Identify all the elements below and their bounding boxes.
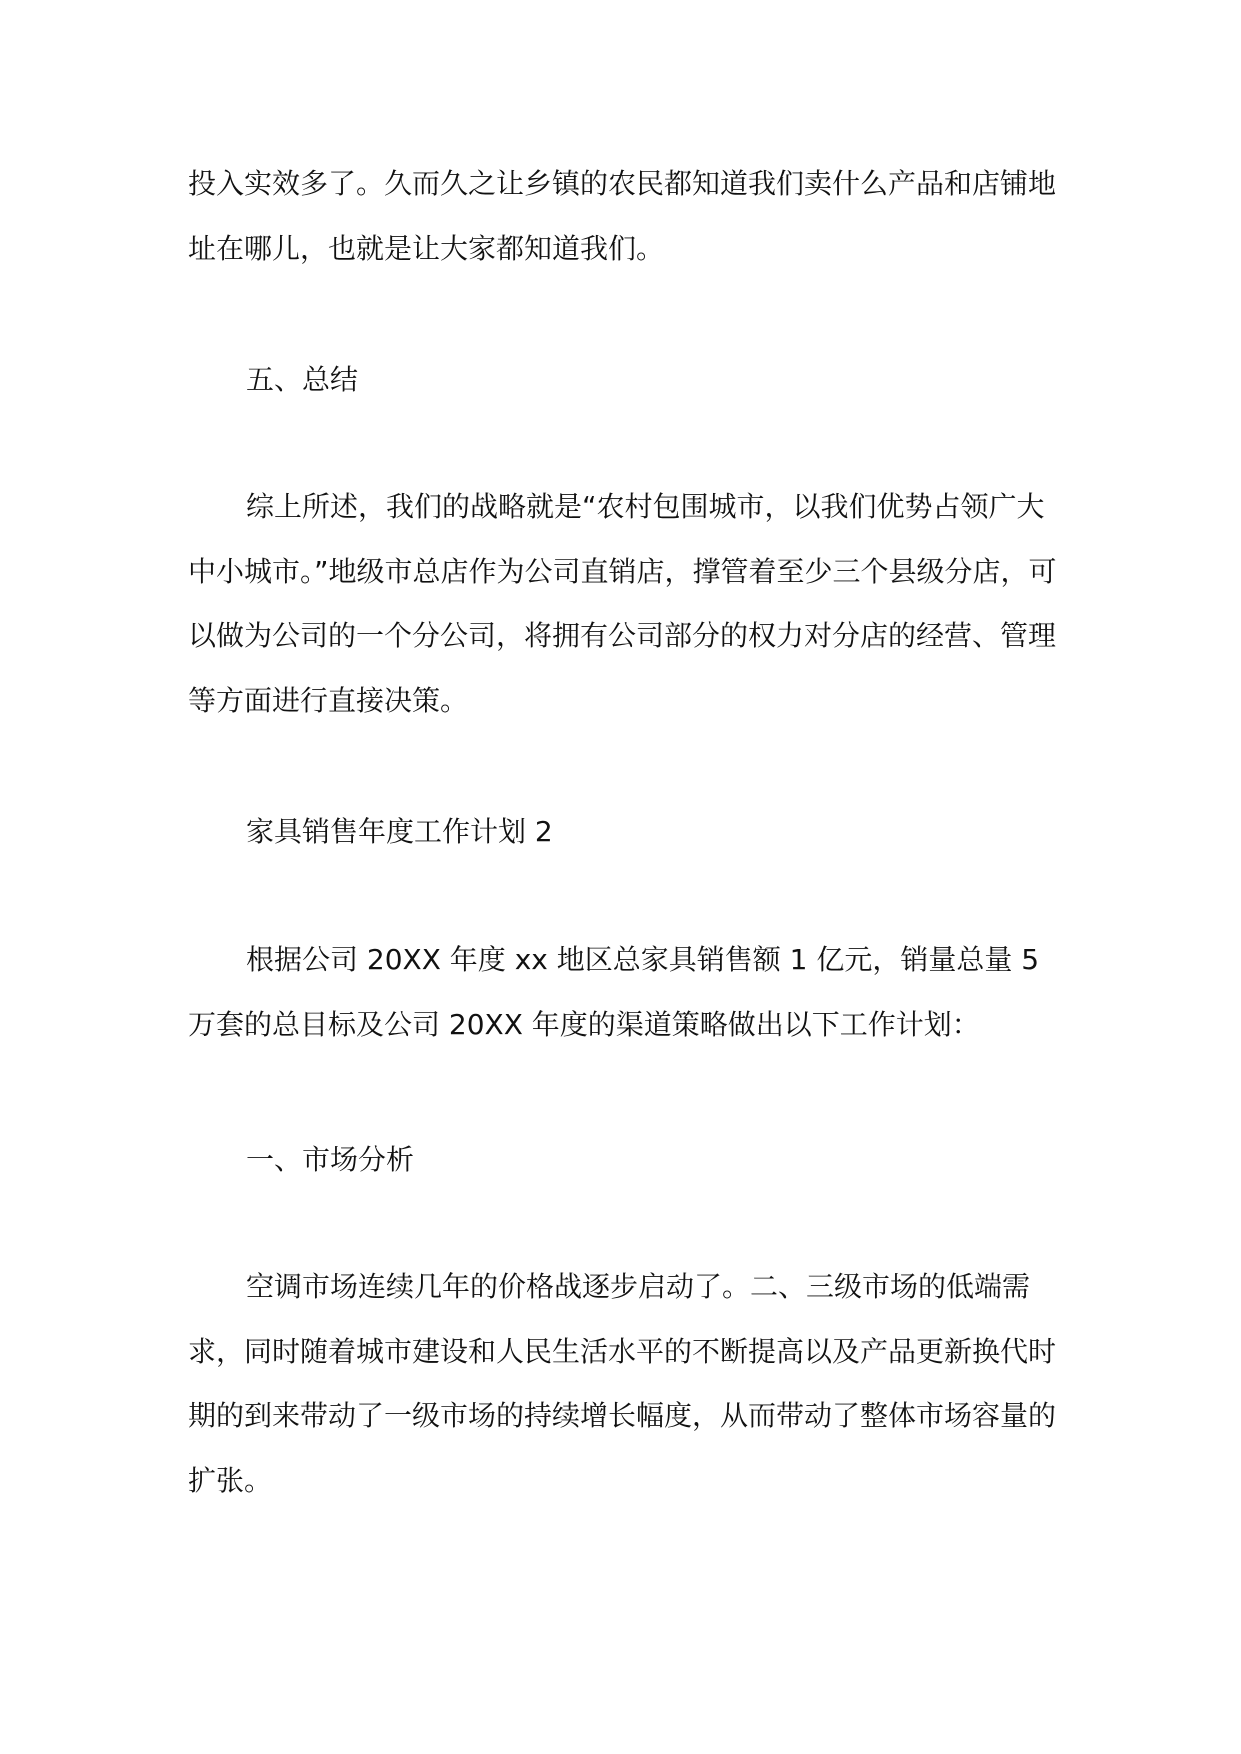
document-title-plan-2: 家具销售年度工作计划 2 (246, 815, 553, 848)
paragraph-continuation: 投入实效多了。久而久之让乡镇的农民都知道我们卖什么产品和店铺地址在哪儿，也就是让大家都知道我们。 (188, 167, 1057, 265)
section-heading-market-analysis: 一、市场分析 (246, 1143, 415, 1176)
paragraph-plan-intro: 根据公司 20XX 年度 xx 地区总家具销售额 1 亿元，销量总量 5 万套的总目标及公司 20XX 年度的渠道策略做出以下工作计划： (188, 943, 1048, 1041)
paragraph-market-analysis-body: 空调市场连续几年的价格战逐步启动了。二、三级市场的低端需求，同时随着城市建设和人民生活水平的不断提高以及产品更新换代时期的到来带动了一级市场的持续增长幅度，从而带动了整体市场容量的扩张。 (188, 1270, 1057, 1497)
paragraph-summary-body: 综上所述，我们的战略就是“农村包围城市，以我们优势占领广大中小城市。”地级市总店作为公司直销店，撑管着至少三个县级分店，可以做为公司的一个分公司，将拥有公司部分的权力对分店的经营、管理等方面进行直接决策。 (188, 490, 1057, 717)
section-heading-summary: 五、总结 (246, 363, 359, 396)
